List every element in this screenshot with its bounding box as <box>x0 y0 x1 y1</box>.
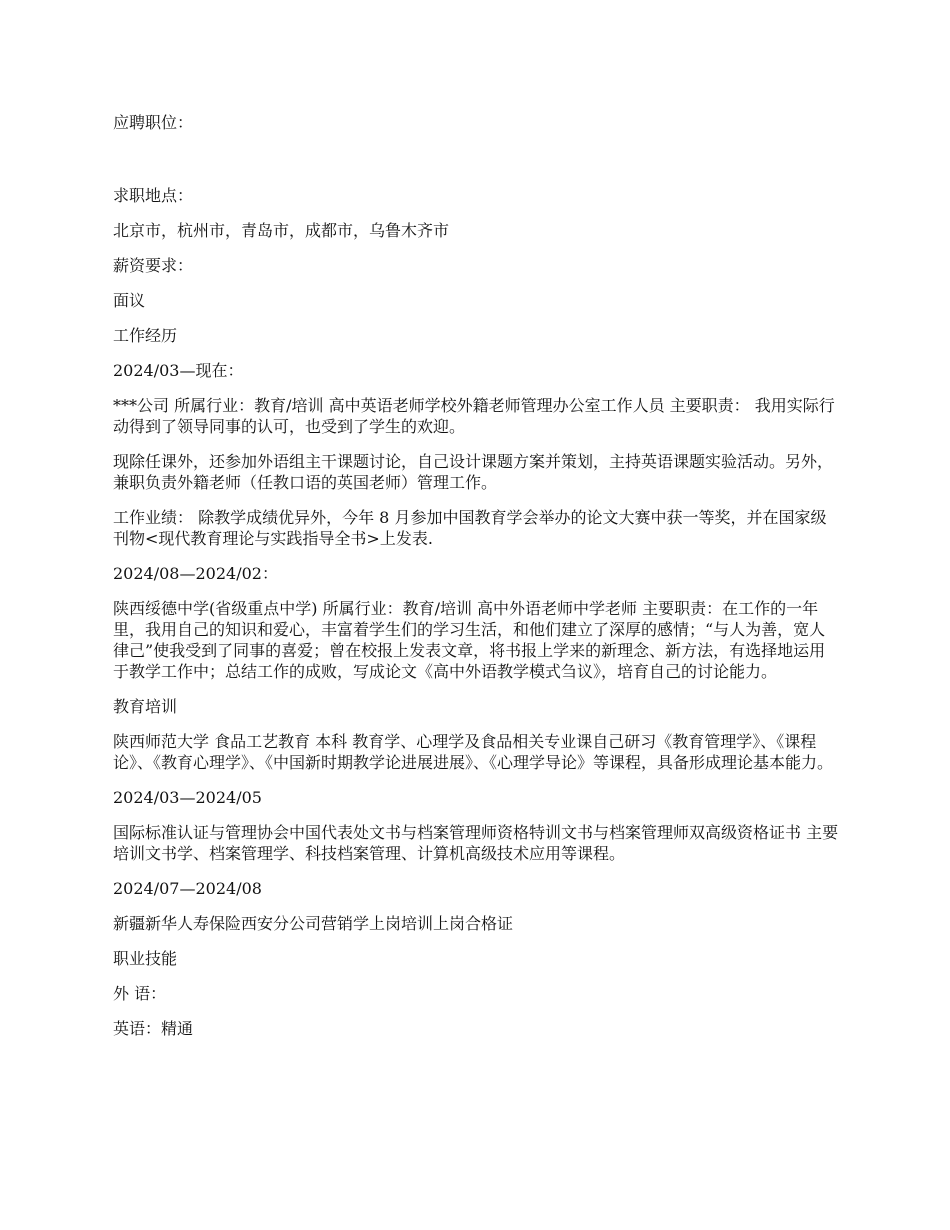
section-heading-work: 工作经历 <box>113 326 178 345</box>
work-paragraph: ***公司 所属行业：教育/培训 高中英语老师学校外籍老师管理办公室工作人员 主要职责： 我用实际行动得到了领导同事的认可，也受到了学生的欢迎。 <box>113 396 835 436</box>
education-period: 2024/03—2024/05 <box>113 788 262 807</box>
salary-value: 面议 <box>113 291 146 310</box>
section-heading-skills: 职业技能 <box>113 949 178 968</box>
position-label: 应聘职位： <box>113 113 194 132</box>
education-period: 2024/07—2024/08 <box>113 879 262 898</box>
location-label: 求职地点： <box>113 186 194 205</box>
education-entry: 国际标准认证与管理协会中国代表处文书与档案管理师资格特训文书与档案管理师双高级资格证书 主要培训文书学、档案管理学、科技档案管理、计算机高级技术应用等课程。 <box>113 823 839 863</box>
work-paragraph: 工作业绩： 除教学成绩优异外，今年 8 月参加中国教育学会举办的论文大赛中获一等奖，并在国家级刊物<现代教育理论与实践指导全书>上发表. <box>113 508 827 548</box>
work-period: 2024/08—2024/02： <box>113 564 278 583</box>
blank-space <box>113 147 839 185</box>
section-heading-education: 教育培训 <box>113 697 178 716</box>
resume-document <box>113 112 839 1053</box>
work-paragraph: 现除任课外，还参加外语组主干课题讨论，自己设计课题方案并策划，主持英语课题实验活动。另外，兼职负责外籍老师（任教口语的英国老师）管理工作。 <box>113 452 834 492</box>
education-entry: 新疆新华人寿保险西安分公司营销学上岗培训上岗合格证 <box>113 914 514 933</box>
education-entry: 陕西师范大学 食品工艺教育 本科 教育学、心理学及食品相关专业课自己研习《教育管理学》、《课程论》、《教育心理学》、《中国新时期教学论进展进展》、《心理学导论》等课程，具备形成理论基本能力。 <box>113 732 834 772</box>
work-paragraph: 陕西绥德中学(省级重点中学) 所属行业：教育/培训 高中外语老师中学老师 主要职责：在工作的一年里，我用自己的知识和爱心，丰富着学生们的学习生活，和他们建立了深厚的感情；“与人为善，宽人律己”使我受到了同事的喜爱；曾在校报上发表文章，将书报上学来的新理念、新方法，有选择地运用于教学工作中；总结工作的成败，写成论文《高中外语教学模式刍议》，培育自己的讨论能力。 <box>113 599 826 681</box>
language-label: 外 语： <box>113 984 167 1003</box>
language-value: 英语：精通 <box>113 1019 194 1038</box>
location-value: 北京市，杭州市，青岛市，成都市，乌鲁木齐市 <box>113 221 450 240</box>
work-period: 2024/03—现在： <box>113 361 244 380</box>
salary-label: 薪资要求： <box>113 256 194 275</box>
